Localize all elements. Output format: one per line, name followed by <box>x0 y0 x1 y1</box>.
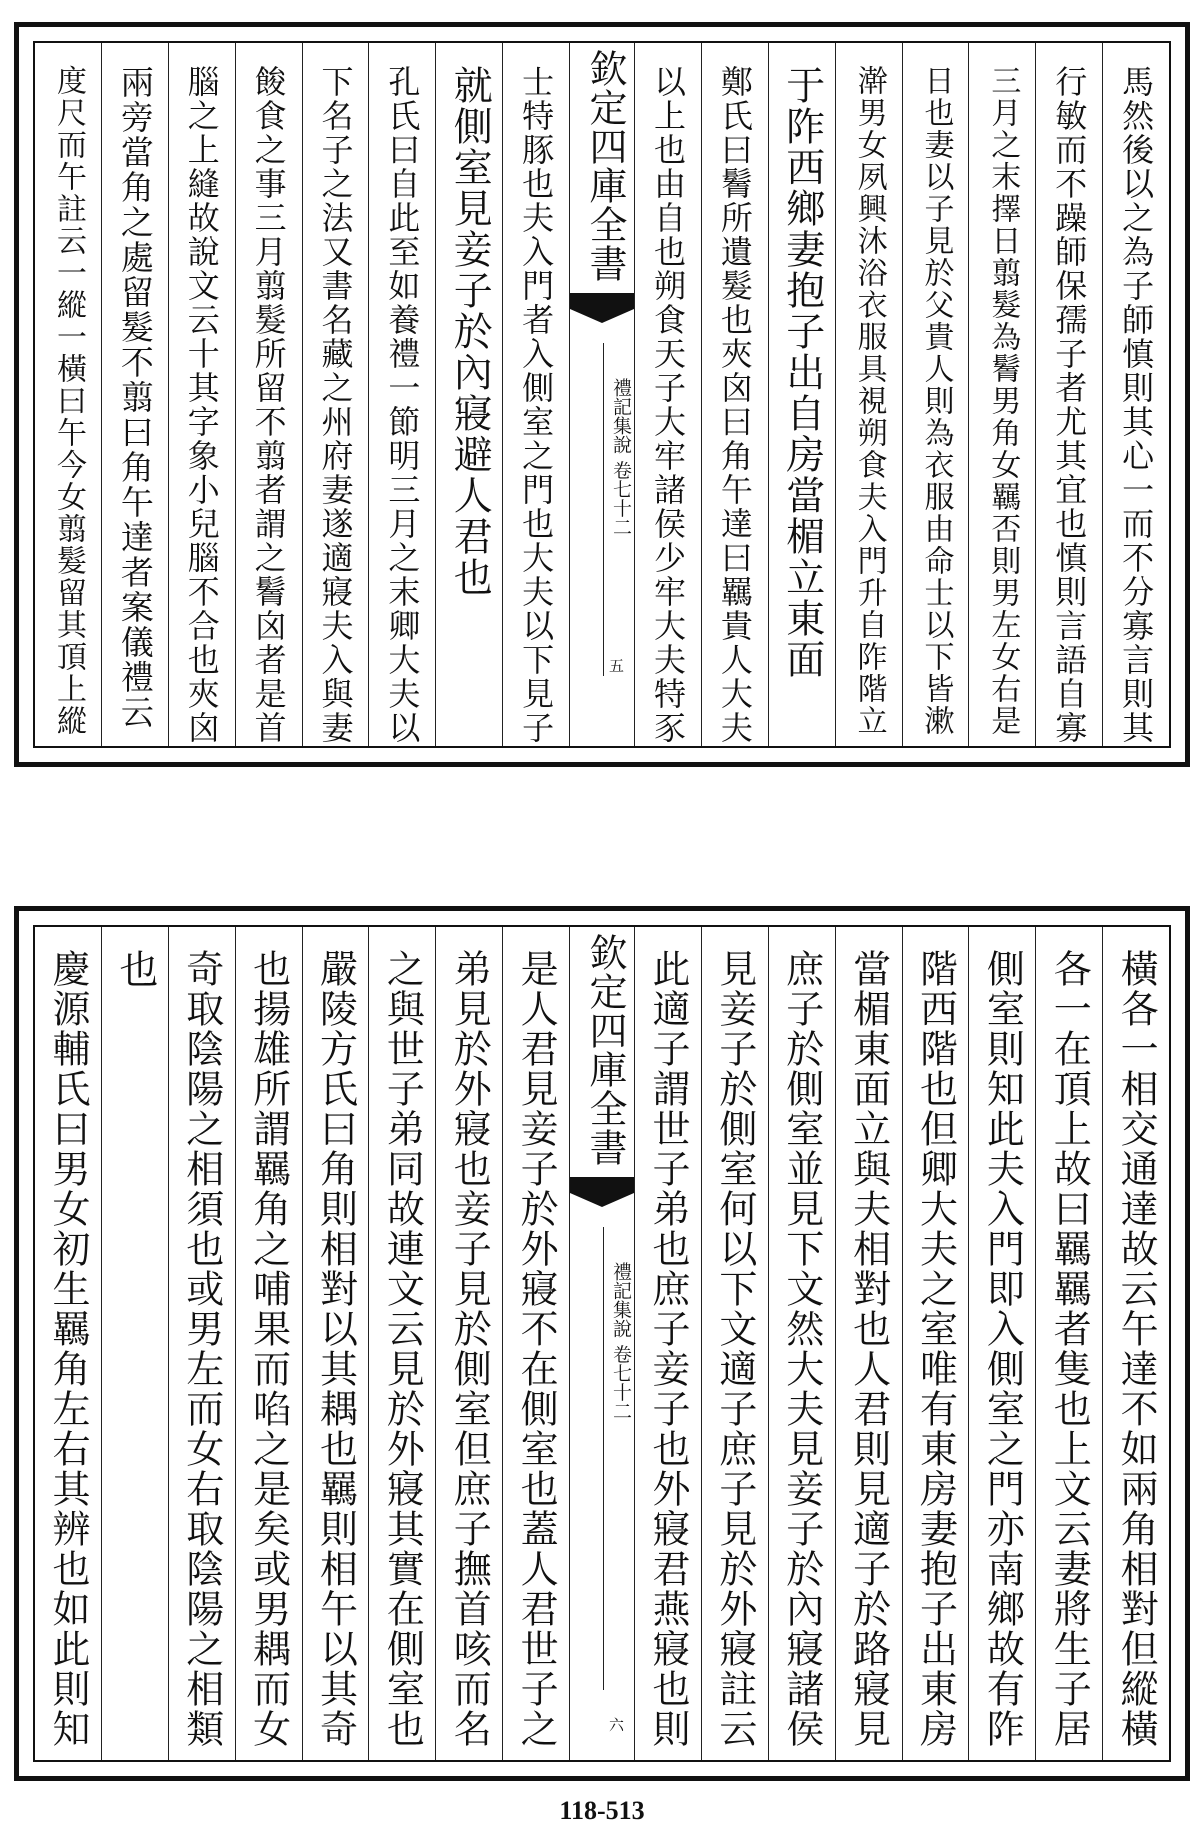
text-column <box>1035 43 1102 746</box>
spine-page-number: 六 <box>607 1717 625 1732</box>
column-text: 是人君見妾子於外寢不在側室也蓋人君世子之 <box>514 949 559 1749</box>
text-column <box>101 927 168 1760</box>
text-column <box>502 43 569 746</box>
text-column <box>701 927 768 1760</box>
text-column <box>634 927 701 1760</box>
text-column <box>1102 43 1169 746</box>
column-text: 各一在頂上故曰羈羈者隻也上文云妻將生子居 <box>1047 949 1092 1749</box>
page-number-footer: 118-513 <box>559 1796 645 1825</box>
column-text: 當楣東面立與夫相對也人君則見適子於路寢見 <box>846 949 891 1749</box>
column-text: 下名子之法又書名藏之州府妻遂適寢夫入與妻 <box>316 65 355 745</box>
text-column <box>302 43 369 746</box>
column-text: 嚴陵方氏曰角則相對以其耦也羈則相午以其奇 <box>313 949 358 1749</box>
text-column <box>435 43 502 746</box>
spine-page-number: 五 <box>607 658 625 673</box>
column-text: 慶源輔氏曰男女初生羈角左右其辨也如此則知 <box>45 949 90 1749</box>
text-column <box>968 927 1035 1760</box>
column-text: 就側室見妾子於內寢避人君也 <box>447 65 493 598</box>
text-column <box>902 43 969 746</box>
text-column <box>768 927 835 1760</box>
text-column <box>902 927 969 1760</box>
text-column <box>235 927 302 1760</box>
column-text: 階西階也但卿大夫之室唯有東房妻抱子出東房 <box>913 949 958 1749</box>
column-text: 之與世子弟同故連文云見於外寢其實在側室也 <box>380 949 425 1749</box>
column-text: 也 <box>112 949 158 990</box>
column-text: 側室則知此夫入門即入側室之門亦南鄉故有阼 <box>980 949 1025 1749</box>
text-column <box>235 43 302 746</box>
column-text: 兩旁當角之處留髮不翦曰角午達者案儀禮云 <box>115 65 155 730</box>
text-column <box>168 927 235 1760</box>
text-column <box>1035 927 1102 1760</box>
column-text: 庶子於側室並見下文然大夫見妾子於內寢諸侯 <box>779 949 824 1749</box>
column-text: 腦之上縫故說文云十其字象小兒腦不合也夾囟 <box>182 65 221 745</box>
column-text: 奇取陰陽之相須也或男左而女右取陰陽之相類 <box>179 949 224 1749</box>
bottom-page-frame <box>33 925 1171 1762</box>
column-text: 澣男女夙興沐浴衣服具視朔食夫入門升自阼階立 <box>851 65 887 737</box>
text-column <box>1102 927 1169 1760</box>
top-page-panel <box>14 22 1190 767</box>
text-column <box>101 43 168 746</box>
column-text: 此適子謂世子弟也庶子妾子也外寢君燕寢也則 <box>645 949 690 1749</box>
text-column <box>835 927 902 1760</box>
text-column <box>634 43 701 746</box>
bottom-page-columns <box>35 927 1169 1760</box>
text-column <box>502 927 569 1760</box>
text-column <box>35 43 101 746</box>
spine-title: 欽定四庫全書 <box>583 49 627 283</box>
column-text: 橫各一相交通達故云午達不如兩角相對但縱橫 <box>1114 949 1159 1749</box>
column-text: 以上也由自也朔食天子大牢諸侯少牢大夫特豕 <box>648 65 687 745</box>
spine-subtitle: 禮記集說 卷七十二 <box>610 1262 632 1421</box>
text-column <box>168 43 235 746</box>
column-text: 于阼西鄉妻抱子出自房當楣立東面 <box>779 65 825 680</box>
top-page-columns <box>35 43 1169 746</box>
column-text: 行敏而不躁師保孺子者尤其宜也慎則言語自寡 <box>1050 65 1089 745</box>
text-column <box>302 927 369 1760</box>
column-text: 三月之末擇日翦髮為鬌男角女羈否則男左女右是 <box>985 65 1021 737</box>
column-text: 弟見於外寢也妾子見於側室但庶子撫首咳而名 <box>447 949 492 1749</box>
book-spine <box>569 927 634 1760</box>
text-column <box>835 43 902 746</box>
column-text: 孔氏曰自此至如養禮一節明三月之末卿大夫以 <box>383 65 422 745</box>
spine-subtitle: 禮記集說 卷七十二 <box>610 378 632 537</box>
text-column <box>768 43 835 746</box>
fish-tail-mark <box>570 1177 634 1207</box>
column-text: 度尺而午註云一縱一橫曰午今女翦髮留其頂上縱 <box>50 65 86 737</box>
spine-title: 欽定四庫全書 <box>583 933 627 1167</box>
spine-rule <box>603 1227 604 1690</box>
column-text: 餕食之事三月翦髮所留不翦者謂之鬌囟者是首 <box>249 65 288 745</box>
bottom-page-panel <box>14 906 1190 1781</box>
column-text: 日也妻以子見於父貴人則為衣服由命士以下皆漱 <box>918 65 954 737</box>
text-column <box>968 43 1035 746</box>
text-column <box>368 43 435 746</box>
column-text: 馬然後以之為子師慎則其心一而不分寡言則其 <box>1117 65 1156 745</box>
column-text: 士特豚也夫入門者入側室之門也大夫以下見子 <box>517 65 556 745</box>
text-column <box>435 927 502 1760</box>
fish-tail-mark <box>570 293 634 323</box>
spine-rule <box>603 343 604 676</box>
column-text: 見妾子於側室何以下文適子庶子見於外寢註云 <box>712 949 757 1749</box>
column-text: 鄭氏曰鬌所遺髮也夾囟曰角午達曰羈貴人大夫 <box>715 65 754 745</box>
text-column <box>368 927 435 1760</box>
text-column <box>35 927 101 1760</box>
top-page-frame <box>33 41 1171 748</box>
book-spine <box>569 43 634 746</box>
text-column <box>701 43 768 746</box>
column-text: 也揚雄所謂羈角之哺果而啗之是矣或男耦而女 <box>246 949 291 1749</box>
